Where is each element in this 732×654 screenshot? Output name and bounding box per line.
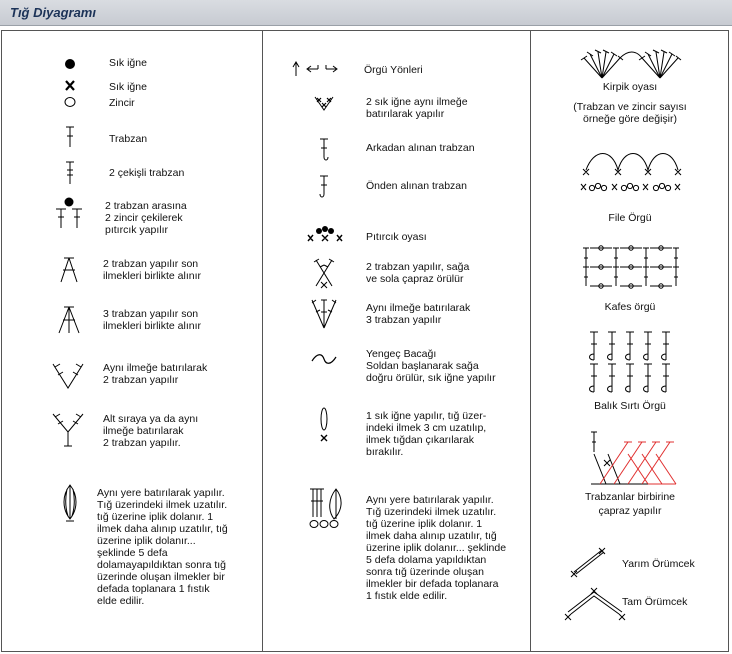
label-dc3tog-line-1: 3 trabzan yapılır son <box>103 308 199 320</box>
long-loop-stitch-icon <box>314 405 334 447</box>
label-long-loop-line-1: 1 sık iğne yapılır, tığ üzer- <box>366 410 487 422</box>
dc3tog-icon <box>54 305 84 335</box>
label-fringe-line-3: örneğe göre değişir) <box>583 113 677 125</box>
label-directions: Örgü Yönleri <box>364 64 423 76</box>
crossed-trebles-icon <box>588 430 678 486</box>
label-popcorn-line-2: 2 zincir çekilerek <box>105 212 183 224</box>
label-back-post-dc: Arkadan alınan trabzan <box>366 142 475 154</box>
label-puff-cluster-line-1: Aynı yere batırılarak yapılır. <box>366 494 494 506</box>
label-crab-stitch-line-1: Yengeç Bacağı <box>366 348 437 360</box>
label-puff-line-4: ilmek daha alınıp uzatılır, tığ <box>97 523 228 535</box>
label-single-crochet-dot: Sık iğne <box>109 57 147 69</box>
treble-crochet-icon <box>60 160 80 186</box>
label-v-stitch-line-1: Aynı ilmeğe batırılarak <box>103 362 208 374</box>
label-filet-mesh: File Örgü <box>608 212 652 224</box>
label-long-loop-line-4: bırakılır. <box>366 446 404 458</box>
half-spider-icon <box>566 544 614 580</box>
label-fringe-line-2: (Trabzan ve zincir sayısı <box>573 101 687 113</box>
label-herringbone: Balık Sırtı Örgü <box>594 400 666 412</box>
label-puff-line-8: üzerinde oluşan ilmekler bir <box>97 571 225 583</box>
puff-stitch-icon <box>60 483 80 523</box>
label-popcorn-line-1: 2 trabzan arasına <box>105 200 187 212</box>
label-dc2tog-line-1: 2 trabzan yapılır son <box>103 258 199 270</box>
v-stitch-icon <box>50 362 86 390</box>
dc2tog-icon <box>56 256 82 284</box>
herringbone-stitch-icon <box>586 330 678 396</box>
lattice-mesh-icon <box>580 244 688 290</box>
label-puff-cluster-line-7: sonra tığ üzerinde oluşan <box>366 566 484 578</box>
label-puff-cluster-line-8: ilmekler bir defada toplanara <box>366 578 499 590</box>
label-long-loop-line-2: indeki ilmek 3 cm uzatılıp, <box>366 422 487 434</box>
label-dc3-in-one-line-1: Aynı ilmeğe batırılarak <box>366 302 471 314</box>
picot-edging-icon <box>305 226 345 244</box>
label-crossed-trebles-line-1: Trabzanlar birbirine <box>584 491 676 503</box>
label-y-stitch-line-1: Alt sıraya ya da aynı <box>103 413 199 425</box>
label-crab-stitch-line-2: Soldan başlanarak sağa <box>366 360 479 372</box>
label-crossed-dc-line-1: 2 trabzan yapılır, sağa <box>366 261 470 273</box>
column-divider-2 <box>530 30 531 652</box>
chain-stitch-icon <box>60 95 80 109</box>
label-puff-line-3: tığ üzerine iplik dolanır. 1 <box>97 511 214 523</box>
label-dc3-in-one-line-2: 3 trabzan yapılır <box>366 314 442 326</box>
label-sc-increase-line-2: batırılarak yapılır <box>366 108 445 120</box>
label-popcorn-line-3: pıtırcık yapılır <box>105 224 169 236</box>
sc-increase-icon <box>311 94 337 114</box>
crab-stitch-icon <box>310 352 338 366</box>
label-crossed-trebles-line-2: çapraz yapılır <box>598 505 662 517</box>
label-lattice-mesh: Kafes örgü <box>604 301 656 313</box>
label-front-post-dc: Önden alınan trabzan <box>366 180 467 192</box>
label-puff-line-2: Tığ üzerindeki ilmek uzatılır. <box>97 499 228 511</box>
label-treble-crochet: 2 çekişli trabzan <box>109 167 185 179</box>
label-puff-line-6: şeklinde 5 defa <box>97 547 168 559</box>
fringe-edging-icon <box>580 48 686 82</box>
label-double-crochet: Trabzan <box>109 133 148 145</box>
front-post-dc-icon <box>314 174 334 200</box>
puff-cluster-icon <box>304 487 350 531</box>
label-crossed-dc-line-2: ve sola çapraz örülür <box>366 273 464 285</box>
back-post-dc-icon <box>314 137 334 163</box>
header-bar <box>0 0 732 26</box>
direction-arrows-icon <box>290 60 350 78</box>
column-divider-1 <box>262 30 263 652</box>
label-picot-edging: Pıtırcık oyası <box>366 231 427 243</box>
crossed-dc-icon <box>312 258 336 288</box>
single-crochet-x-icon <box>60 79 80 93</box>
label-crab-stitch-line-3: doğru örülür, sık iğne yapılır <box>366 372 496 384</box>
label-full-spider: Tam Örümcek <box>622 596 688 608</box>
label-dc3tog-line-2: ilmekleri birlikte alınır <box>103 320 202 332</box>
label-sc-increase-line-1: 2 sık iğne aynı ilmeğe <box>366 96 468 108</box>
filet-mesh-icon <box>578 150 690 194</box>
label-half-spider: Yarım Örümcek <box>622 558 695 570</box>
label-dc2tog-line-2: ilmekleri birlikte alınır <box>103 270 202 282</box>
label-y-stitch-line-3: 2 trabzan yapılır. <box>103 437 181 449</box>
label-puff-line-7: dolamayapıldıktan sonra tığ <box>97 559 226 571</box>
label-puff-line-9: defada toplanara 1 fıstık <box>97 583 210 595</box>
page-title: Tığ Diyagramı <box>10 5 96 20</box>
double-crochet-icon <box>60 125 80 149</box>
label-puff-cluster-line-4: ilmek daha alınıp uzatılır, tığ <box>366 530 497 542</box>
label-puff-line-5: üzerine iplik dolanır... <box>97 535 196 547</box>
popcorn-stitch-icon <box>52 196 86 230</box>
label-puff-line-1: Aynı yere batırılarak yapılır. <box>97 487 225 499</box>
label-long-loop-line-3: ilmek tığdan çıkarılarak <box>366 434 474 446</box>
label-puff-cluster-line-2: Tığ üzerindeki ilmek uzatılır. <box>366 506 497 518</box>
label-puff-cluster-line-9: 1 fıstık elde edilir. <box>366 590 448 602</box>
label-puff-line-10: elde edilir. <box>97 595 145 607</box>
label-fringe-line-1: Kirpik oyası <box>602 81 658 93</box>
dc3-in-one-icon <box>310 298 338 330</box>
label-v-stitch-line-2: 2 trabzan yapılır <box>103 374 179 386</box>
label-y-stitch-line-2: ilmeğe batırılarak <box>103 425 184 437</box>
label-single-crochet-x: Sık iğne <box>109 81 147 93</box>
label-puff-cluster-line-6: 5 defa dolama yapıldıktan <box>366 554 487 566</box>
label-puff-cluster-line-5: üzerine iplik dolanır... şeklinde <box>366 542 507 554</box>
y-stitch-icon <box>50 412 86 448</box>
label-puff-cluster-line-3: tığ üzerine iplik dolanır. 1 <box>366 518 483 530</box>
label-chain: Zincir <box>109 97 135 109</box>
